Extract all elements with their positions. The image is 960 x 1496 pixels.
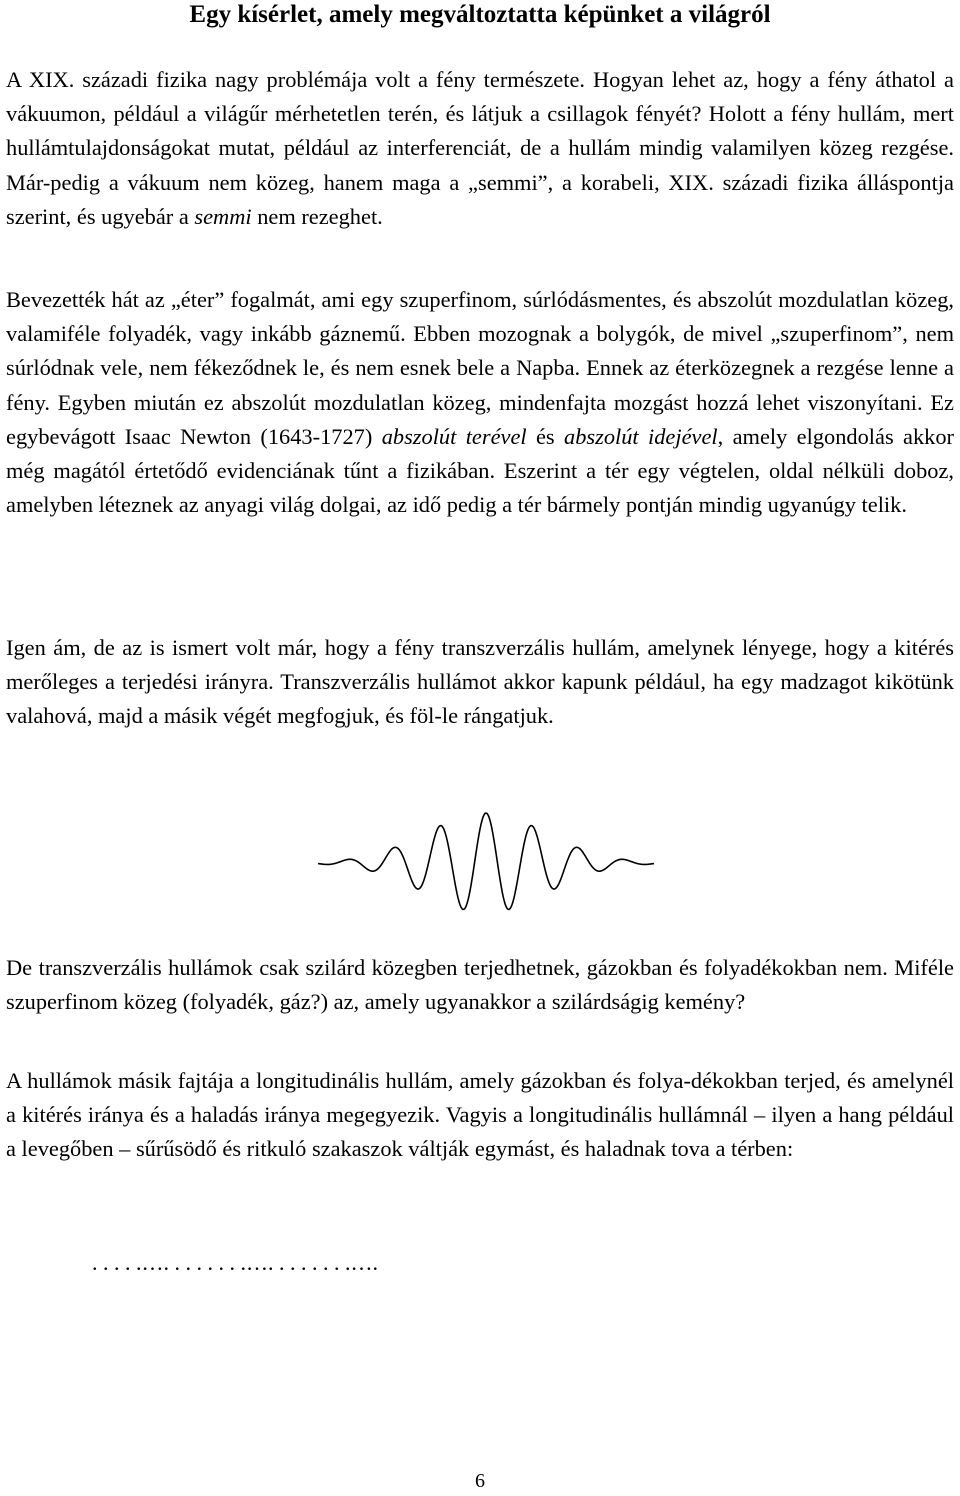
paragraph-transverse-wave: Igen ám, de az is ismert volt már, hogy a fény transzverzális hullám, amelynek lényege, hogy a kitérés merőleges a terjedési irányra. Transzverzális hullámot akkor kapunk például, ha egy madzagot kikötünk valahová, majd a másik végét megfogjuk, és föl-le rángatjuk. [6, 635, 954, 729]
emphasis-absolute-time: abszolút idejével [564, 423, 718, 449]
wave-curve [318, 813, 654, 909]
paragraph-text: , amely elgondolás akkor még magától értetődő evidenciának tűnt a fizikában. Eszerint a tér egy végtelen, oldal nélküli doboz, amelyben léteznek az anyagi világ dolgai, az idő pedig a tér bármely pontján mindig ugyanúgy telik. [6, 423, 955, 518]
paragraph-ether-concept [6, 283, 954, 522]
longitudinal-wave-dots: . . . . .…. . . . . . . .…. . . . . . . .…. [92, 1250, 378, 1275]
emphasis-semmi: semmi [194, 203, 252, 229]
paragraph-solid-medium: De transzverzális hullámok csak szilárd közegben terjedhetnek, gázokban és folyadékokban nem. Miféle szuperfinom közeg (folyadék, gáz?) az, amely ugyanakkor a szilárdságig kemény? [6, 955, 954, 1015]
paragraph-aether-problem [6, 63, 954, 234]
transverse-wave-illustration [318, 808, 654, 918]
paragraph-text: A XIX. századi fizika nagy problémája volt a fény természete. Hogyan lehet az, hogy a fény áthatol a vákuumon, például a világűr mérhetetlen terén, és látjuk a csillagok fényét? Holott a fény hullám, mert hullámtulajdonságokat mutat, például az interferenciát, de a hullám mindig valamilyen közeg rezgése. Már-pedig a vákuum nem közeg, hanem maga a „semmi”, a korabeli, XIX. századi fizika álláspontja szerint, és ugyebár a [6, 67, 954, 229]
paragraph-text: Bevezették hát az „éter” fogalmát, ami egy szuperfinom, súrlódásmentes, és abszolút mozdulatlan közeg, valamiféle folyadék, vagy inkább gáznemű. Ebben mozognak a bolygók, de mivel „szuperfinom”, nem súrlódnak vele, nem fékeződnek le, és nem esnek bele a Napba. Ennek az éterközegnek a rezgése lenne a fény. Egyben miután ez abszolút mozdulatlan közeg, mindenfajta mozgást hozzá lehet viszonyítani. Ez egybevágott Isaac Newton (1643-1727) [6, 287, 954, 449]
page-title: Egy kísérlet, amely megváltoztatta képünket a világról [189, 1, 771, 28]
paragraph-text-tail: nem rezeghet. [251, 203, 383, 229]
paragraph-longitudinal-wave: A hullámok másik fajtája a longitudinális hullám, amely gázokban és folya-dékokban terjed, és amelynél a kitérés iránya és a haladás iránya megegyezik. Vagyis a longitudinális hullámnál – ilyen a hang például a levegőben – sűrűsödő és ritkuló szakaszok váltják egymást, és haladnak tova a térben: [6, 1068, 954, 1162]
emphasis-absolute-space: abszolút terével [381, 423, 527, 449]
paragraph-text: és [526, 423, 564, 449]
page-number: 6 [475, 1470, 485, 1492]
